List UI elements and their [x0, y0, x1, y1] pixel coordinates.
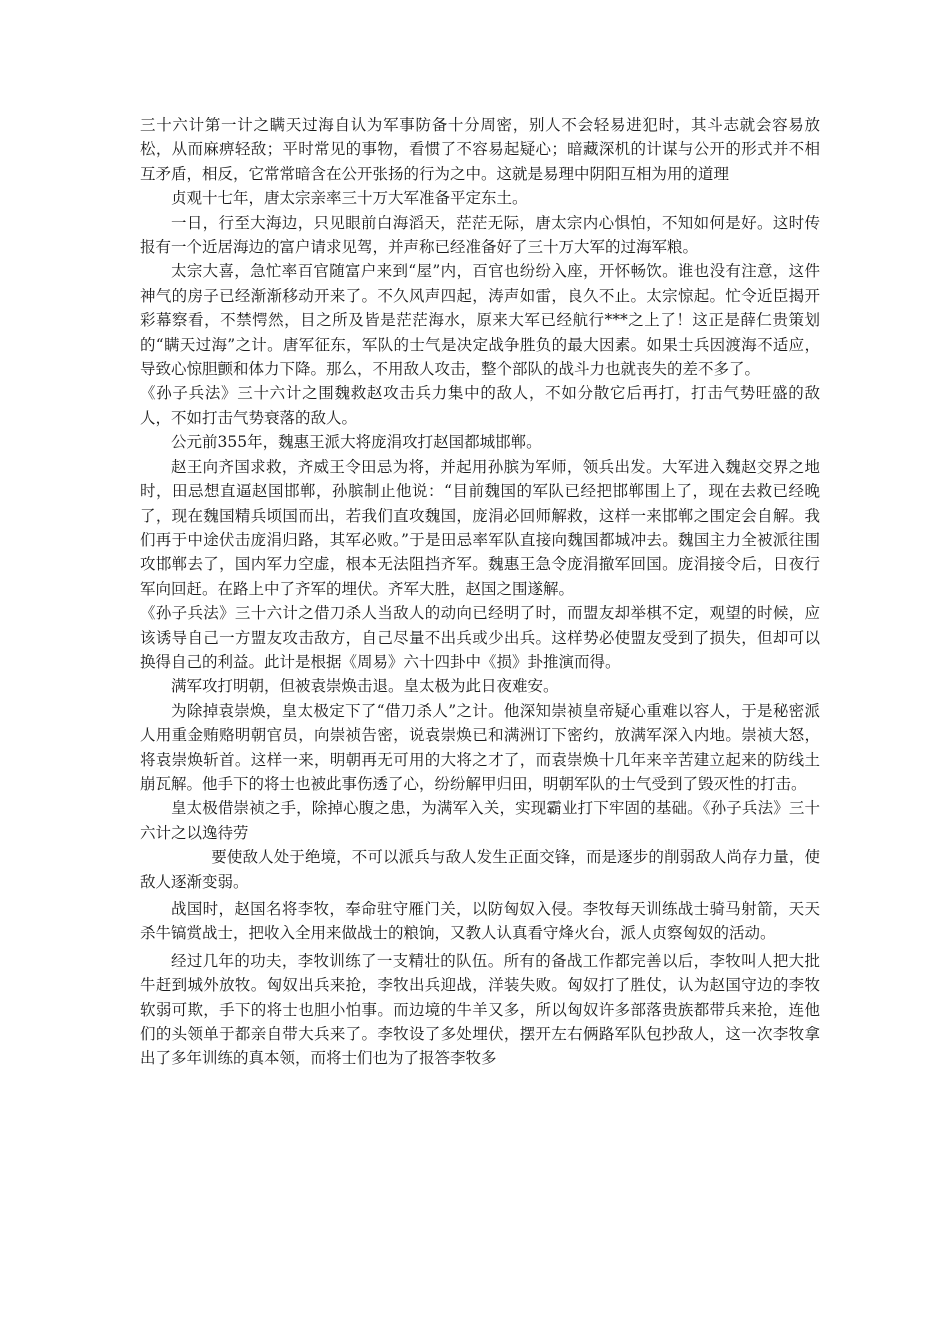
paragraph: 战国时，赵国名将李牧，奉命驻守雁门关，以防匈奴入侵。李牧每天训练战士骑马射箭，天天杀牛镐赏战士，把收入全用来做战士的粮饷，又教人认真看守烽火台，派人贞察匈奴的活动。	[140, 900, 820, 943]
paragraph: 公元前355年，魏惠王派大将庞涓攻打赵国都城邯郸。	[171, 433, 542, 452]
paragraph: 贞观十七年，唐太宗亲率三十万大军准备平定东土。	[171, 189, 528, 208]
paragraph-intro-man-tian-guo-hai: 三十六计第一计之瞒天过海自认为军事防备十分周密，别人不会轻易进犯时，其斗志就会容易放松，从而麻痹轻敌；平时常见的事物，看惯了不容易起疑心；暗藏深机的计谋与公开的形式并不相互矛盾，相反，它常常暗含在公开张扬的行为之中。这就是易理中阴阳互相为用的道理	[140, 116, 820, 183]
paragraph-intro-yi-yi-dai-lao: 要使敌人处于绝境，不可以派兵与敌人发生正面交锋，而是逐步的削弱敌人尚存力量，使敌人逐渐变弱。	[140, 848, 820, 891]
paragraph-intro-jie-dao-sha-ren: 《孙子兵法》三十六计之借刀杀人当敌人的动向已经明了时，而盟友却举棋不定，观望的时候，应该诱导自己一方盟友攻击敌方，自己尽量不出兵或少出兵。这样势必使盟友受到了损失，但却可以换得自己的利益。此计是根据《周易》六十四卦中《损》卦推演而得。	[140, 604, 820, 671]
document-body	[140, 113, 820, 1071]
paragraph: 经过几年的功夫，李牧训练了一支精壮的队伍。所有的备战工作都完善以后，李牧叫人把大批牛赶到城外放牧。匈奴出兵来抢，李牧出兵迎战，洋装失败。匈奴打了胜仗，认为赵国守边的李牧软弱可欺，手下的将士也胆小怕事。而边境的牛羊又多，所以匈奴许多部落贵族都带兵来抢，连他们的头领单于都亲自带大兵来了。李牧设了多处埋伏，摆开左右俩路军队包抄敌人，这一次李牧拿出了多年训练的真本领，而将士们也为了报答李牧多	[140, 951, 820, 1068]
paragraph: 为除掉袁崇焕，皇太极定下了“借刀杀人”之计。他深知崇祯皇帝疑心重难以容人，于是秘密派人用重金贿赂明朝官员，向崇祯告密，说袁崇焕已和满洲订下密约，放满军深入内地。崇祯大怒，将袁崇焕斩首。这样一来，明朝再无可用的大将之才了，而袁崇焕十几年来辛苦建立起来的防线土崩瓦解。他手下的将士也被此事伤透了心，纷纷解甲归田，明朝军队的士气受到了毁灭性的打击。	[140, 701, 820, 793]
paragraph: 太宗大喜，急忙率百官随富户来到“屋”内，百官也纷纷入座，开怀畅饮。谁也没有注意，这件神气的房子已经渐渐移动开来了。不久风声四起，涛声如雷，良久不止。太宗惊起。忙令近臣揭开彩幕察看，不禁愕然，目之所及皆是茫茫海水，原来大军已经航行***之上了！这正是薛仁贵策划的“瞒天过海”之计。唐军征东，军队的士气是决定战争胜负的最大因素。如果士兵因渡海不适应，导致心惊胆颤和体力下降。那么，不用敌人攻击，整个部队的战斗力也就丧失的差不多了。	[140, 262, 820, 379]
paragraph: 一日，行至大海边，只见眼前白海滔天，茫茫无际，唐太宗内心惧怕，不知如何是好。这时传报有一个近居海边的富户请求见驾，并声称已经准备好了三十万大军的过海军粮。	[140, 213, 820, 257]
paragraph: 赵王向齐国求救，齐威王令田忌为将，并起用孙膑为军师，领兵出发。大军进入魏赵交界之地时，田忌想直逼赵国邯郸，孙膑制止他说：“目前魏国的军队已经把邯郸围上了，现在去救已经晚了，现在魏国精兵顷国而出，若我们直攻魏国，庞涓必回师解救，这样一来邯郸之围定会自解。我们再于中途伏击庞涓归路，其军必败。”于是田忌率军队直接向魏国都城冲去。魏国主力全被派往围攻邯郸去了，国内军力空虚，根本无法阻挡齐军。魏惠王急令庞涓撤军回国。庞涓接令后，日夜行军向回赶。在路上中了齐军的埋伏。齐军大胜，赵国之围遂解。	[140, 457, 820, 598]
paragraph: 皇太极借崇祯之手，除掉心腹之患，为满军入关，实现霸业打下牢固的基础。《孙子兵法》三十六计之以逸待劳	[140, 799, 820, 842]
paragraph: 满军攻打明朝，但被袁崇焕击退。皇太极为此日夜难安。	[171, 677, 559, 696]
paragraph-intro-wei-wei-jiu-zhao: 《孙子兵法》三十六计之围魏救赵攻击兵力集中的敌人，不如分散它后再打，打击气势旺盛的敌人，不如打击气势衰落的敌人。	[140, 384, 820, 427]
